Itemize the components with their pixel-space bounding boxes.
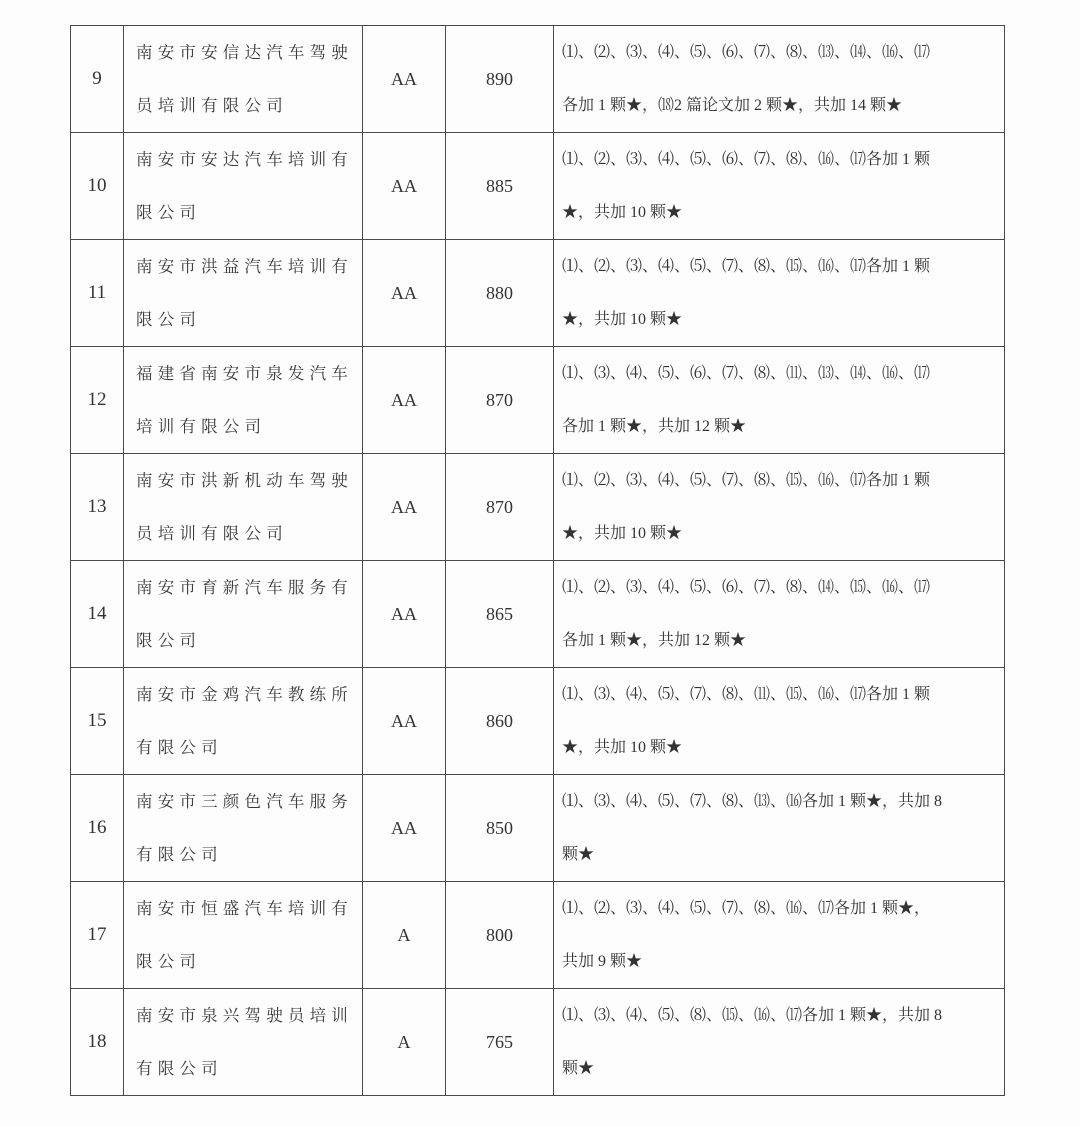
score: 765 — [446, 989, 554, 1096]
description-line-2: ★，共加 10 颗★ — [562, 311, 683, 328]
table-row — [71, 775, 1005, 882]
description-line-2: ★，共加 10 颗★ — [562, 739, 683, 756]
company-name — [124, 240, 363, 347]
table-row — [71, 989, 1005, 1096]
company-name-line-1: 南安市安达汽车培训有 — [136, 150, 353, 169]
credit-grade: AA — [363, 668, 446, 775]
description-line-2: ★，共加 10 颗★ — [562, 525, 683, 542]
score: 800 — [446, 882, 554, 989]
star-bonus-description — [554, 240, 1005, 347]
star-bonus-description — [554, 668, 1005, 775]
score: 860 — [446, 668, 554, 775]
description-line-1: ⑴、⑶、⑷、⑸、⑺、⑻、⑾、⒂、⒃、⒄各加 1 颗 — [562, 686, 931, 703]
driving-school-rating-table — [70, 25, 1005, 1096]
star-bonus-description — [554, 989, 1005, 1096]
row-number: 18 — [71, 989, 124, 1096]
score: 870 — [446, 347, 554, 454]
table-row — [71, 240, 1005, 347]
description-line-2: 各加 1 颗★，⒅2 篇论文加 2 颗★，共加 14 颗★ — [562, 97, 903, 114]
star-bonus-description — [554, 561, 1005, 668]
star-bonus-description — [554, 775, 1005, 882]
row-number: 12 — [71, 347, 124, 454]
company-name — [124, 775, 363, 882]
star-bonus-description — [554, 882, 1005, 989]
company-name-line-1: 南安市金鸡汽车教练所 — [136, 685, 353, 704]
score: 880 — [446, 240, 554, 347]
description-line-1: ⑴、⑶、⑷、⑸、⑹、⑺、⑻、⑾、⒀、⒁、⒃、⒄ — [562, 365, 931, 382]
row-number: 16 — [71, 775, 124, 882]
company-name-line-1: 南安市三颜色汽车服务 — [136, 792, 353, 811]
credit-grade: AA — [363, 240, 446, 347]
description-line-2: 各加 1 颗★，共加 12 颗★ — [562, 632, 747, 649]
credit-grade: AA — [363, 26, 446, 133]
company-name-line-2: 有限公司 — [136, 1059, 223, 1078]
company-name — [124, 347, 363, 454]
company-name-line-2: 限公司 — [136, 952, 202, 971]
credit-grade: AA — [363, 347, 446, 454]
company-name — [124, 26, 363, 133]
company-name-line-1: 南安市泉兴驾驶员培训 — [136, 1006, 353, 1025]
description-line-1: ⑴、⑵、⑶、⑷、⑸、⑺、⑻、⒂、⒃、⒄各加 1 颗 — [562, 258, 931, 275]
description-line-2: 颗★ — [562, 1060, 595, 1077]
star-bonus-description — [554, 454, 1005, 561]
description-line-1: ⑴、⑵、⑶、⑷、⑸、⑺、⑻、⒃、⒄各加 1 颗★， — [562, 900, 931, 917]
table-row — [71, 454, 1005, 561]
company-name — [124, 133, 363, 240]
table-row — [71, 882, 1005, 989]
company-name — [124, 561, 363, 668]
company-name-line-2: 有限公司 — [136, 738, 223, 757]
credit-grade: A — [363, 989, 446, 1096]
description-line-1: ⑴、⑵、⑶、⑷、⑸、⑹、⑺、⑻、⒃、⒄各加 1 颗 — [562, 151, 931, 168]
company-name-line-2: 限公司 — [136, 203, 202, 222]
company-name — [124, 454, 363, 561]
company-name-line-1: 南安市洪新机动车驾驶 — [136, 471, 353, 490]
company-name-line-1: 南安市恒盛汽车培训有 — [136, 899, 353, 918]
description-line-2: 各加 1 颗★，共加 12 颗★ — [562, 418, 747, 435]
description-line-1: ⑴、⑵、⑶、⑷、⑸、⑹、⑺、⑻、⒀、⒁、⒃、⒄ — [562, 44, 931, 61]
description-line-1: ⑴、⑵、⑶、⑷、⑸、⑹、⑺、⑻、⒁、⒂、⒃、⒄ — [562, 579, 931, 596]
star-bonus-description — [554, 26, 1005, 133]
table-row — [71, 347, 1005, 454]
description-line-2: 共加 9 颗★ — [562, 953, 643, 970]
company-name-line-1: 南安市安信达汽车驾驶 — [136, 43, 353, 62]
score: 865 — [446, 561, 554, 668]
credit-grade: AA — [363, 454, 446, 561]
star-bonus-description — [554, 133, 1005, 240]
company-name-line-2: 员培训有限公司 — [136, 524, 288, 543]
row-number: 15 — [71, 668, 124, 775]
score: 890 — [446, 26, 554, 133]
company-name-line-2: 限公司 — [136, 310, 202, 329]
credit-grade: AA — [363, 133, 446, 240]
credit-grade: A — [363, 882, 446, 989]
row-number: 10 — [71, 133, 124, 240]
company-name-line-2: 培训有限公司 — [136, 417, 267, 436]
company-name-line-2: 员培训有限公司 — [136, 96, 288, 115]
description-line-1: ⑴、⑵、⑶、⑷、⑸、⑺、⑻、⒂、⒃、⒄各加 1 颗 — [562, 472, 931, 489]
company-name — [124, 668, 363, 775]
company-name-line-2: 限公司 — [136, 631, 202, 650]
score: 850 — [446, 775, 554, 882]
company-name-line-1: 南安市洪益汽车培训有 — [136, 257, 353, 276]
company-name-line-1: 南安市育新汽车服务有 — [136, 578, 353, 597]
row-number: 13 — [71, 454, 124, 561]
row-number: 14 — [71, 561, 124, 668]
table-row — [71, 26, 1005, 133]
row-number: 11 — [71, 240, 124, 347]
table-row — [71, 133, 1005, 240]
row-number: 9 — [71, 26, 124, 133]
description-line-1: ⑴、⑶、⑷、⑸、⑺、⑻、⒀、⒃各加 1 颗★，共加 8 — [562, 793, 943, 810]
star-bonus-description — [554, 347, 1005, 454]
score: 870 — [446, 454, 554, 561]
row-number: 17 — [71, 882, 124, 989]
company-name — [124, 989, 363, 1096]
credit-grade: AA — [363, 561, 446, 668]
company-name-line-2: 有限公司 — [136, 845, 223, 864]
score: 885 — [446, 133, 554, 240]
table-body — [71, 26, 1005, 1096]
description-line-2: 颗★ — [562, 846, 595, 863]
company-name-line-1: 福建省南安市泉发汽车 — [136, 364, 353, 383]
company-name — [124, 882, 363, 989]
credit-grade: AA — [363, 775, 446, 882]
table-row — [71, 668, 1005, 775]
description-line-1: ⑴、⑶、⑷、⑸、⑻、⒂、⒃、⒄各加 1 颗★，共加 8 — [562, 1007, 943, 1024]
description-line-2: ★，共加 10 颗★ — [562, 204, 683, 221]
table-row — [71, 561, 1005, 668]
